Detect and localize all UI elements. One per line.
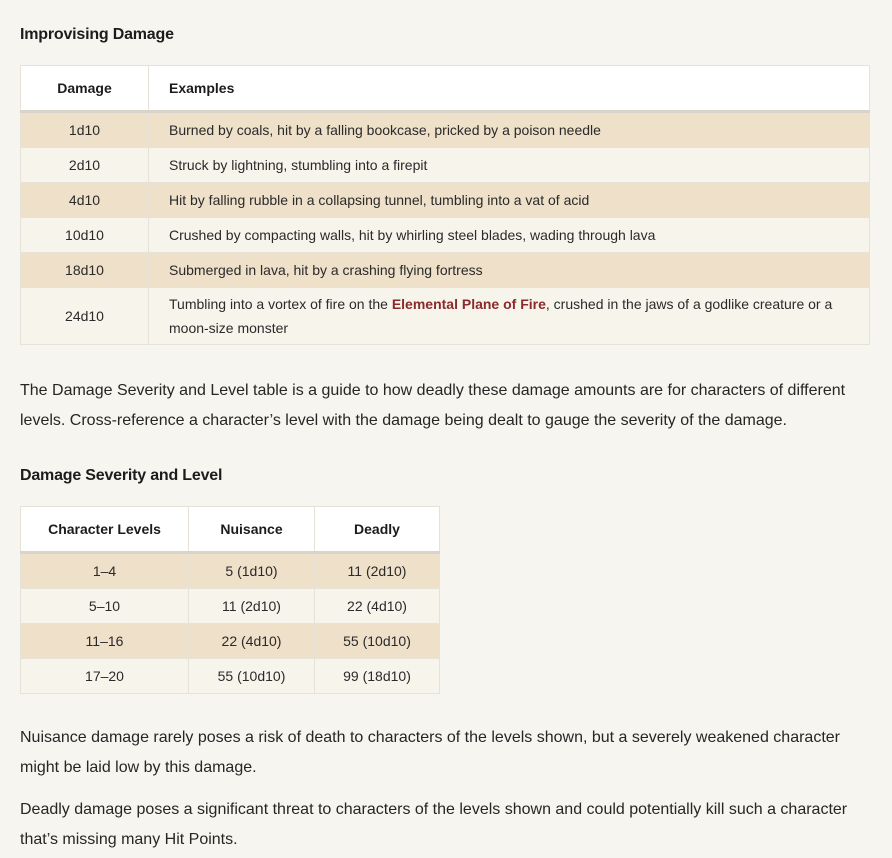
deadly-cell: 11 (2d10) [315, 553, 440, 589]
table-row [21, 589, 440, 624]
deadly-cell: 55 (10d10) [315, 624, 440, 659]
damage-severity-table [20, 506, 440, 694]
table-header-row [21, 507, 440, 553]
column-header-damage: Damage [21, 66, 149, 112]
examples-cell: Struck by lightning, stumbling into a firepit [149, 148, 870, 183]
levels-cell: 5–10 [21, 589, 189, 624]
damage-cell: 2d10 [21, 148, 149, 183]
damage-cell: 10d10 [21, 218, 149, 253]
column-header-nuisance: Nuisance [189, 507, 315, 553]
damage-cell: 24d10 [21, 288, 149, 345]
examples-cell: Submerged in lava, hit by a crashing flying fortress [149, 253, 870, 288]
table-row [21, 624, 440, 659]
nuisance-paragraph: Nuisance damage rarely poses a risk of death to characters of the levels shown, but a severely weakened character might be laid low by this damage. [20, 729, 840, 776]
severity-intro-paragraph: The Damage Severity and Level table is a guide to how deadly these damage amounts are for characters of different levels. Cross-reference a character’s level with the damage being dealt to gauge the severity of the damage. [20, 382, 846, 429]
examples-text-after: , crushed in the jaws of a godlike creature or a moon-size monster [169, 296, 833, 336]
levels-cell: 17–20 [21, 659, 189, 694]
damage-severity-heading: Damage Severity and Level [20, 467, 223, 484]
improvising-damage-heading: Improvising Damage [20, 26, 174, 43]
levels-cell: 11–16 [21, 624, 189, 659]
nuisance-cell: 11 (2d10) [189, 589, 315, 624]
table-row [21, 553, 440, 589]
column-header-deadly: Deadly [315, 507, 440, 553]
table-row [21, 218, 870, 253]
table-row [21, 288, 870, 345]
examples-cell [149, 288, 870, 345]
column-header-character-levels: Character Levels [21, 507, 189, 553]
levels-cell: 1–4 [21, 553, 189, 589]
nuisance-cell: 55 (10d10) [189, 659, 315, 694]
improvising-damage-table [20, 65, 870, 345]
deadly-cell: 22 (4d10) [315, 589, 440, 624]
damage-cell: 4d10 [21, 183, 149, 218]
nuisance-cell: 5 (1d10) [189, 553, 315, 589]
table-row [21, 253, 870, 288]
damage-cell: 18d10 [21, 253, 149, 288]
table-row [21, 183, 870, 218]
examples-text-before: Tumbling into a vortex of fire on the [169, 296, 392, 312]
examples-cell: Crushed by compacting walls, hit by whirling steel blades, wading through lava [149, 218, 870, 253]
table-header-row [21, 66, 870, 112]
deadly-paragraph: Deadly damage poses a significant threat to characters of the levels shown and could potentially kill such a character that’s missing many Hit Points. [20, 801, 848, 848]
nuisance-cell: 22 (4d10) [189, 624, 315, 659]
table-row [21, 112, 870, 148]
examples-cell: Hit by falling rubble in a collapsing tunnel, tumbling into a vat of acid [149, 183, 870, 218]
table-row [21, 148, 870, 183]
deadly-cell: 99 (18d10) [315, 659, 440, 694]
table-row [21, 659, 440, 694]
column-header-examples: Examples [149, 66, 870, 112]
damage-cell: 1d10 [21, 112, 149, 148]
examples-cell: Burned by coals, hit by a falling bookcase, pricked by a poison needle [149, 112, 870, 148]
elemental-plane-of-fire-link[interactable]: Elemental Plane of Fire [391, 296, 546, 312]
